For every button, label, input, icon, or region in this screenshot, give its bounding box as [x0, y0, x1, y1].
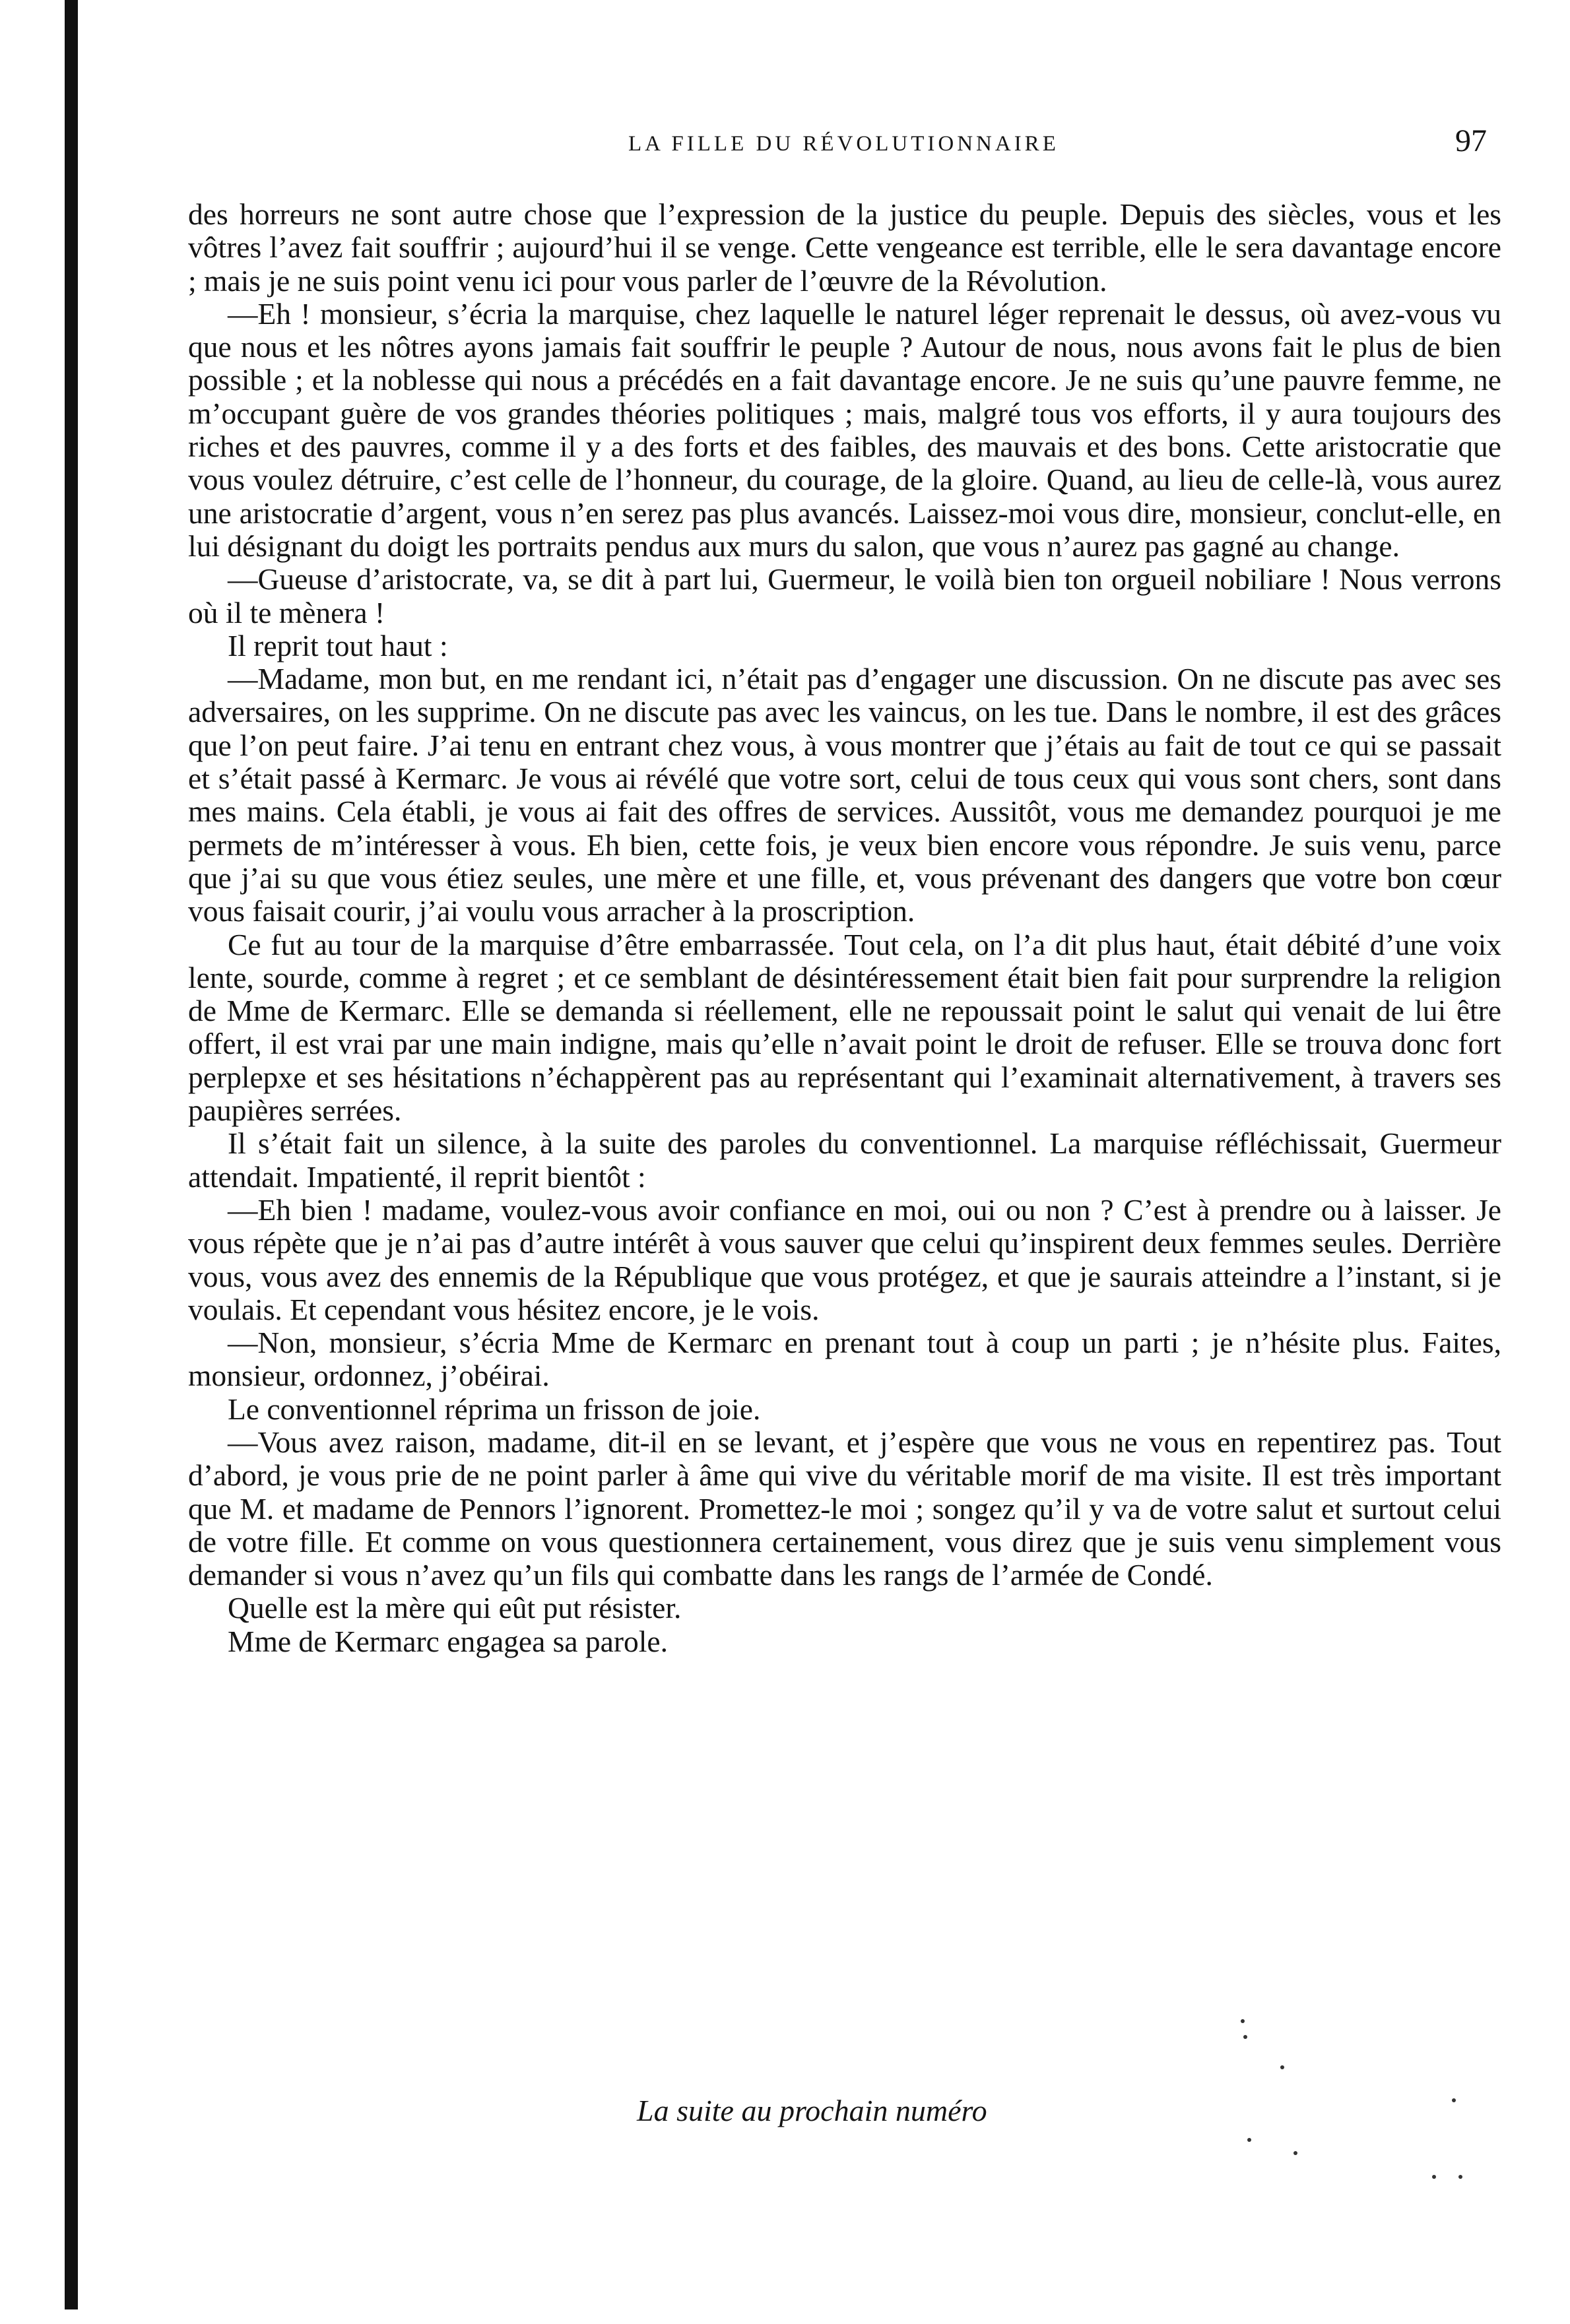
page-number: 97 [1455, 123, 1487, 158]
scan-speck [1243, 2035, 1247, 2039]
scan-speck [1280, 2065, 1284, 2069]
scan-speck [1452, 2098, 1456, 2102]
paragraph: des horreurs ne sont autre chose que l’expression de la justice du peuple. Depuis des siècles, vous et les vôtres l’avez fait souffrir ; aujourd’hui il se venge. Cette vengeance est terrible, elle le sera davantage encore ; mais je ne suis point venu ici pour vous parler de l’œuvre de la Révolution. [188, 197, 1501, 298]
paragraph: —Non, monsieur, s’écria Mme de Kermarc en prenant tout à coup un parti ; je n’hésite plus. Faites, monsieur, ordonnez, j’obéirai. [188, 1326, 1501, 1393]
scan-specks [1234, 2019, 1498, 2191]
running-head: LA FILLE DU RÉVOLUTIONNAIRE [628, 132, 1059, 156]
paragraph: Il s’était fait un silence, à la suite des paroles du conventionnel. La marquise réfléchissait, Guermeur attendait. Impatienté, il reprit bientôt : [188, 1126, 1501, 1194]
article-body [188, 198, 1501, 1658]
paragraph: —Eh ! monsieur, s’écria la marquise, chez laquelle le naturel léger reprenait le dessus, où avez-vous vu que nous et les nôtres ayons jamais fait souffrir le peuple ? Autour de nous, nous avons fait le plus de bien possible ; et la noblesse qui nous a précédés en a fait davantage encore. Je ne suis qu’une pauvre femme, ne m’occupant guère de vos grandes théories politiques ; mais, malgré tous vos efforts, il y aura toujours des riches et des pauvres, comme il y a des forts et des faibles, des mauvais et des bons. Cette aristocratie que vous voulez détruire, c’est celle de l’honneur, du courage, de la gloire. Quand, au lieu de celle-là, vous aurez une aristocratie d’argent, vous n’en serez pas plus avancés. Laissez-moi vous dire, monsieur, conclut-elle, en lui désignant du doigt les portraits pendus aux murs du salon, que vous n’aurez pas gagné au change. [188, 296, 1501, 563]
paragraph: —Gueuse d’aristocrate, va, se dit à part lui, Guermeur, le voilà bien ton orgueil nobiliare ! Nous verrons où il te mènera ! [188, 562, 1501, 629]
scan-speck [1241, 2019, 1245, 2023]
paragraph: Ce fut au tour de la marquise d’être embarrassée. Tout cela, on l’a dit plus haut, était débité d’une voix lente, sourde, comme à regret ; et ce semblant de désintéressement était bien fait pour surprendre la religion de Mme de Kermarc. Elle se demanda si réellement, elle ne repoussait point le salut qui venait de lui être offert, il est vrai par une main indigne, mais qu’elle n’avait point le droit de refuser. Elle se trouva donc fort perplepxe et ses hésitations n’échappèrent pas au représentant qui l’examinait alternativement, à travers ses paupières serrées. [188, 927, 1501, 1128]
to-be-continued-note: La suite au prochain numéro [637, 2094, 987, 2127]
scan-speck [1432, 2175, 1436, 2179]
scan-speck [1293, 2151, 1297, 2155]
paragraph: Il reprit tout haut : [228, 628, 448, 662]
paragraph: —Madame, mon but, en me rendant ici, n’était pas d’engager une discussion. On ne discute pas avec ses adversaires, on les supprime. On ne discute pas avec les vaincus, on les tue. Dans le nombre, il est des grâces que l’on peut faire. J’ai tenu en entrant chez vous, à vous montrer que j’étais au fait de tout ce qui se passait et s’était passé à Kermarc. Je vous ai révélé que votre sort, celui de tous ceux qui vous sont chers, sont dans mes mains. Cela établi, je vous ai fait des offres de services. Aussitôt, vous me demandez pourquoi je me permets de m’intéresser à vous. Eh bien, cette fois, je veux bien encore vous répondre. Je suis venu, parce que j’ai su que vous étiez seules, une mère et une fille, et, vous prévenant des dangers que votre bon cœur vous faisait courir, j’ai voulu vous arracher à la proscription. [188, 662, 1501, 928]
scan-binding-edge [65, 0, 78, 2309]
paragraph: Quelle est la mère qui eût put résister. [228, 1591, 682, 1625]
paragraph: —Vous avez raison, madame, dit-il en se levant, et j’espère que vous ne vous en repentirez pas. Tout d’abord, je vous prie de ne point parler à âme qui vive du véritable morif de ma visite. Il est très important que M. et madame de Pennors l’ignorent. Promettez-le moi ; songez qu’il y va de votre salut et surtout celui de votre fille. Et comme on vous questionnera certainement, vous direz que je suis venu simplement vous demander si vous n’avez qu’un fils qui combatte dans les rangs de l’armée de Condé. [188, 1425, 1501, 1592]
scan-speck [1247, 2138, 1251, 2142]
page-header [188, 123, 1501, 169]
paragraph: Le conventionnel réprima un frisson de joie. [228, 1392, 761, 1426]
scan-speck [1458, 2175, 1462, 2179]
paragraph: Mme de Kermarc engagea sa parole. [228, 1624, 668, 1658]
paragraph: —Eh bien ! madame, voulez-vous avoir confiance en moi, oui ou non ? C’est à prendre ou à laisser. Je vous répète que je n’ai pas d’autre intérêt à vous sauver que celui qu’inspirent deux femmes seules. Derrière vous, vous avez des ennemis de la République que vous protégez, et que je saurais atteindre a l’instant, si je voulais. Et cependant vous hésitez encore, je le vois. [188, 1192, 1501, 1326]
